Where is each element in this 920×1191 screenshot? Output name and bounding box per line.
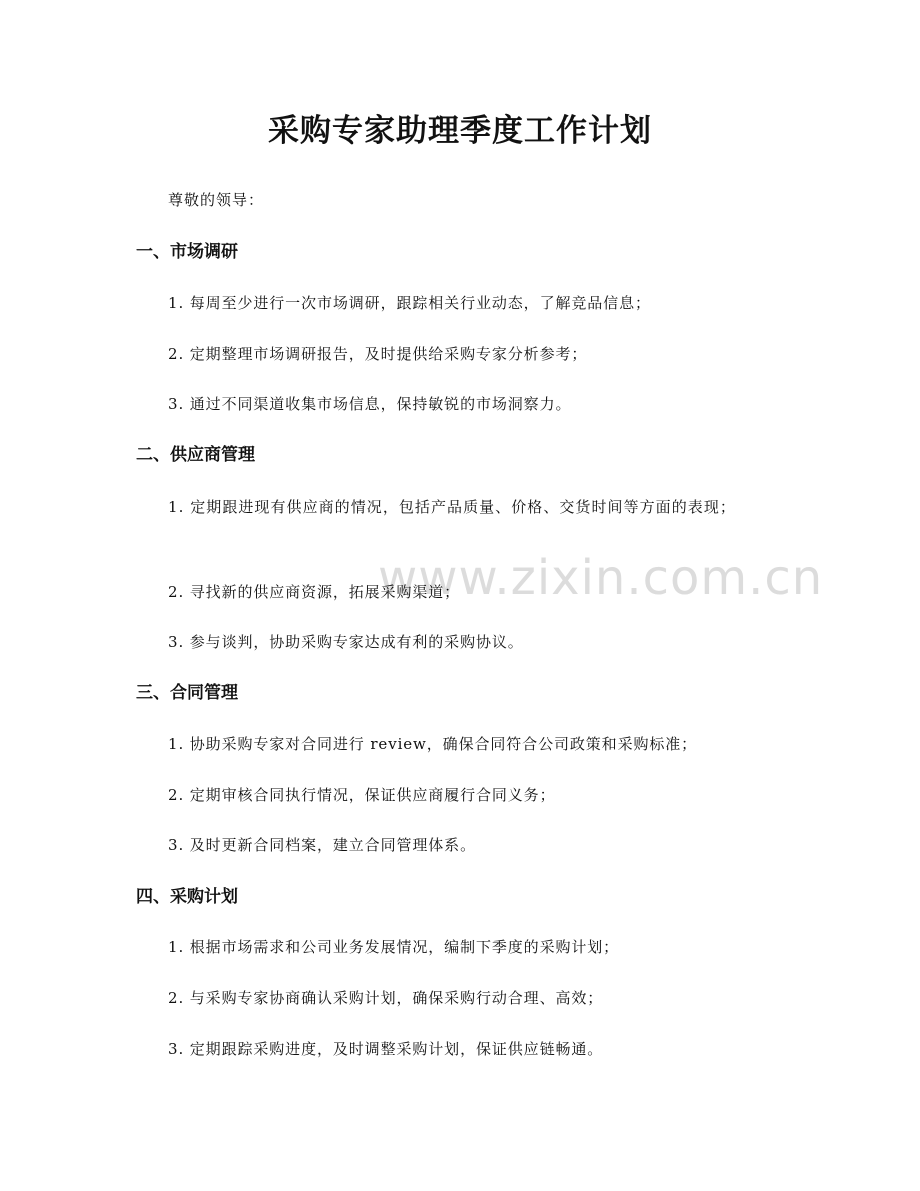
section-heading-market-research: 一、市场调研 bbox=[136, 242, 238, 262]
section-heading-supplier-management: 二、供应商管理 bbox=[136, 445, 255, 465]
list-item: 1. 定期跟进现有供应商的情况，包括产品质量、价格、交货时间等方面的表现； bbox=[168, 498, 736, 516]
watermark: www.zixin.com.cn bbox=[378, 550, 824, 606]
salutation: 尊敬的领导： bbox=[168, 191, 265, 209]
list-item: 1. 每周至少进行一次市场调研，跟踪相关行业动态，了解竞品信息； bbox=[168, 294, 651, 312]
list-item: 1. 协助采购专家对合同进行 review，确保合同符合公司政策和采购标准； bbox=[168, 735, 698, 753]
section-heading-procurement-plan: 四、采购计划 bbox=[136, 887, 238, 907]
list-item: 2. 与采购专家协商确认采购计划，确保采购行动合理、高效； bbox=[168, 989, 604, 1007]
list-item: 2. 定期审核合同执行情况，保证供应商履行合同义务； bbox=[168, 786, 556, 804]
section-heading-contract-management: 三、合同管理 bbox=[136, 683, 238, 703]
list-item: 1. 根据市场需求和公司业务发展情况，编制下季度的采购计划； bbox=[168, 938, 620, 956]
list-item: 3. 通过不同渠道收集市场信息，保持敏锐的市场洞察力。 bbox=[168, 395, 572, 413]
list-item: 2. 定期整理市场调研报告，及时提供给采购专家分析参考； bbox=[168, 345, 588, 363]
list-item: 2. 寻找新的供应商资源，拓展采购渠道； bbox=[168, 583, 461, 601]
list-item: 3. 定期跟踪采购进度，及时调整采购计划，保证供应链畅通。 bbox=[168, 1040, 604, 1058]
list-item: 3. 及时更新合同档案，建立合同管理体系。 bbox=[168, 836, 476, 854]
page-title: 采购专家助理季度工作计划 bbox=[268, 113, 652, 149]
list-item: 3. 参与谈判，协助采购专家达成有利的采购协议。 bbox=[168, 633, 524, 651]
